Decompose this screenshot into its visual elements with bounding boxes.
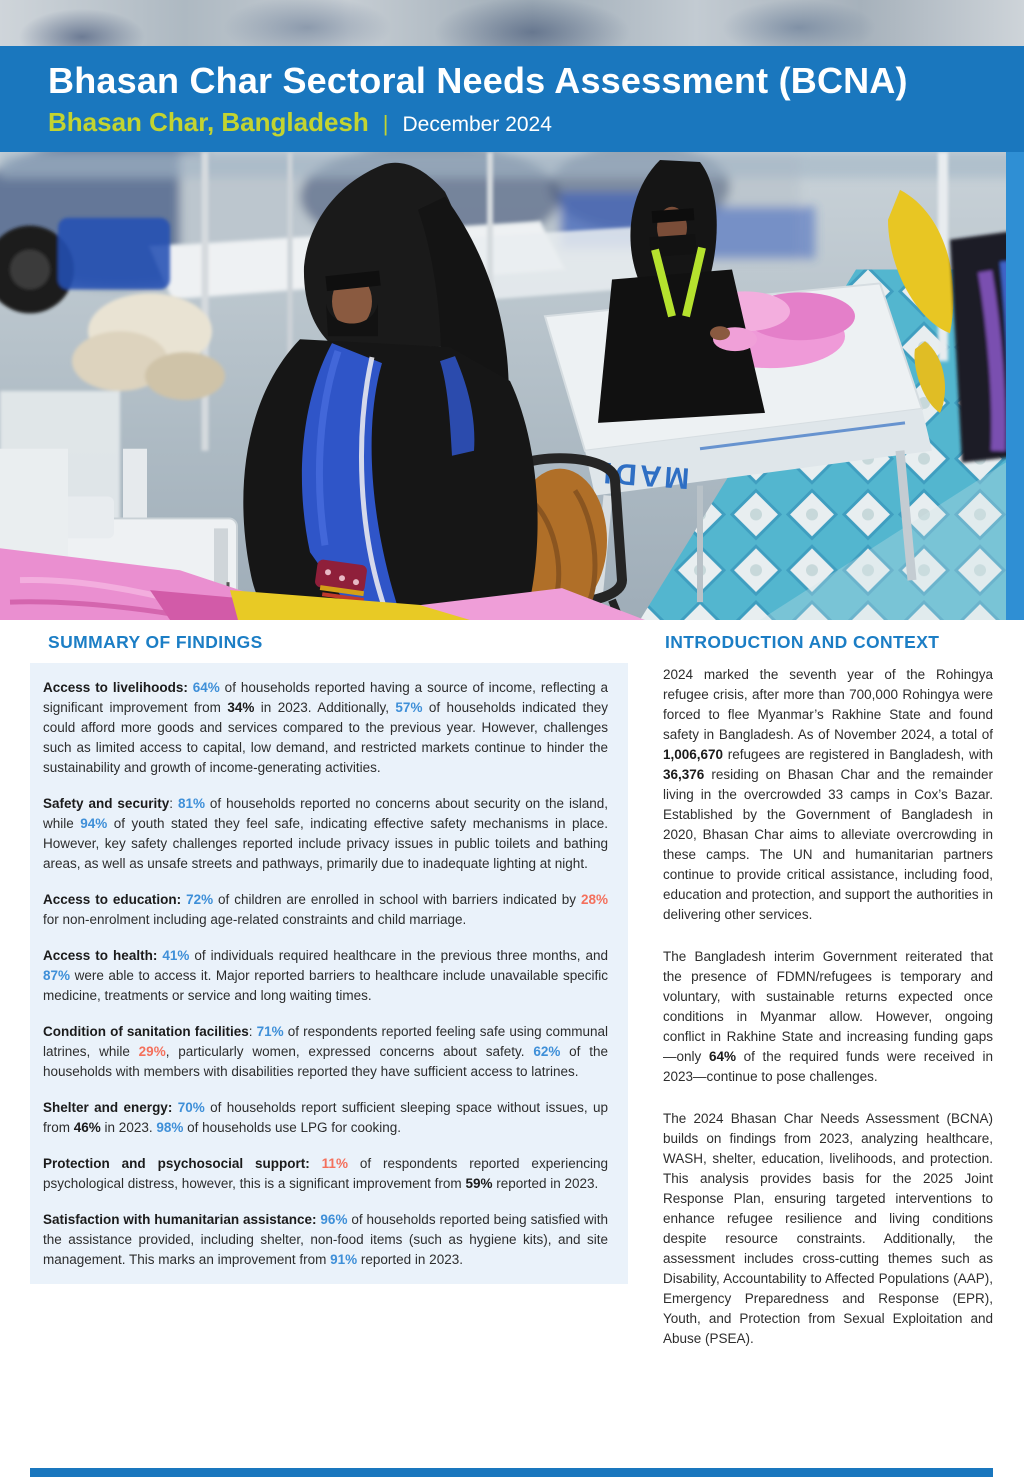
paragraph: Access to education: 72% of children are enrolled in school with barriers indicated by 28% for non-enrolment including age-related constraints and child marriage. [43, 892, 608, 927]
paragraph: Satisfaction with humanitarian assistance: 96% of households reported being satisfied with the assistance provided, including shelter, non-food items (such as hygiene kits), and site management. This marks an improvement from 91% reported in 2023. [43, 1212, 608, 1267]
cover-photo-illustration [0, 152, 1024, 620]
paragraph: Safety and security: 81% of households reported no concerns about security on the island, while 94% of youth stated they feel safe, indicating effective safety mechanisms in place. However, key safety challenges reported include privacy issues in public toilets and bathing areas, as well as unsafe streets and pathways, primarily due to inadequate lighting at night. [43, 796, 609, 871]
report-body [0, 620, 1024, 1349]
report-title: Bhasan Char Sectoral Needs Assessment (BCNA) [48, 60, 908, 102]
paragraph: Protection and psychosocial support: 11% of respondents reported experiencing psychological distress, however, this is a significant improvement from 59% reported in 2023. [43, 1156, 608, 1191]
report-date: December 2024 [402, 112, 552, 136]
paragraph: 2024 marked the seventh year of the Rohingya refugee crisis, after more than 700,000 Rohingya were forced to flee Myanmar’s Rakhine State and found safety in Bangladesh. As of November 2024, a total of 1,006,670 refugees are registered in Bangladesh, with 36,376 residing on Bhasan Char and the remainder living in the overcrowded 33 camps in Cox’s Bazar. Established by the Government of Bangladesh in 2020, Bhasan Char aims to alleviate overcrowding in these camps. The UN and humanitarian partners continue to provide critical assistance, including food, education and protection, and support the authorities in delivering other services. [663, 667, 993, 922]
paragraph: The 2024 Bhasan Char Needs Assessment (BCNA) builds on findings from 2023, analyzing healthcare, WASH, shelter, education, livelihoods, and protection. This analysis provides basis for the 2025 Joint Response Plan, ensuring targeted interventions to enhance refugee resilience and living conditions despite resource constraints. Additionally, the assessment includes cross-cutting themes such as Disability, Accountability to Affected Populations (AAP), Emergency Preparedness and Response (EPR), Youth, and Protection from Sexual Exploitation and Abuse (PSEA). [663, 1111, 993, 1346]
report-subtitle [48, 107, 1004, 138]
introduction-heading: INTRODUCTION AND CONTEXT [665, 632, 940, 652]
table-brand-text: MADI [599, 455, 691, 495]
summary-paragraphs [43, 678, 608, 1270]
paragraph: Condition of sanitation facilities: 71% of respondents reported feeling safe using communal latrines, while 29%, particularly women, expressed concerns about safety. 62% of the households with members with disabilities reported they have sufficient access to latrines. [43, 1024, 608, 1079]
introduction-paragraphs [663, 665, 993, 1349]
report-banner [0, 46, 1024, 152]
header-photo-strip [0, 0, 1024, 46]
paragraph: Shelter and energy: 70% of households report sufficient sleeping space without issues, up from 46% in 2023. 98% of households use LPG for cooking. [43, 1100, 608, 1135]
report-location: Bhasan Char, Bangladesh [48, 106, 369, 137]
footer-rule [30, 1468, 993, 1477]
summary-section [30, 632, 628, 1284]
summary-heading: SUMMARY OF FINDINGS [48, 632, 263, 652]
photo-right-edge-band [1006, 152, 1024, 620]
summary-box [30, 663, 628, 1284]
paragraph: The Bangladesh interim Government reiterated that the presence of FDMN/refugees is temporary and voluntary, with sustainable returns expected once conditions in Myanmar allow. However, ongoing conflict in Rakhine State and increasing funding gaps—only 64% of the required funds were received in 2023—continue to pose challenges. [663, 949, 993, 1084]
cover-photo [0, 152, 1024, 620]
paragraph: Access to health: 41% of individuals required healthcare in the previous three months, and 87% were able to access it. Major reported barriers to healthcare include unavailable specific medicine, treatments or service and long waiting times. [43, 948, 608, 1003]
introduction-section [663, 632, 993, 1349]
paragraph: Access to livelihoods: 64% of households reported having a source of income, reflecting a significant improvement from 34% in 2023. Additionally, 57% of households indicated they could afford more goods and services compared to the previous year. However, challenges such as limited access to capital, low demand, and restricted markets continue to hinder the sustainability and growth of income-generating activities. [43, 680, 609, 775]
subtitle-separator: | [382, 110, 389, 136]
